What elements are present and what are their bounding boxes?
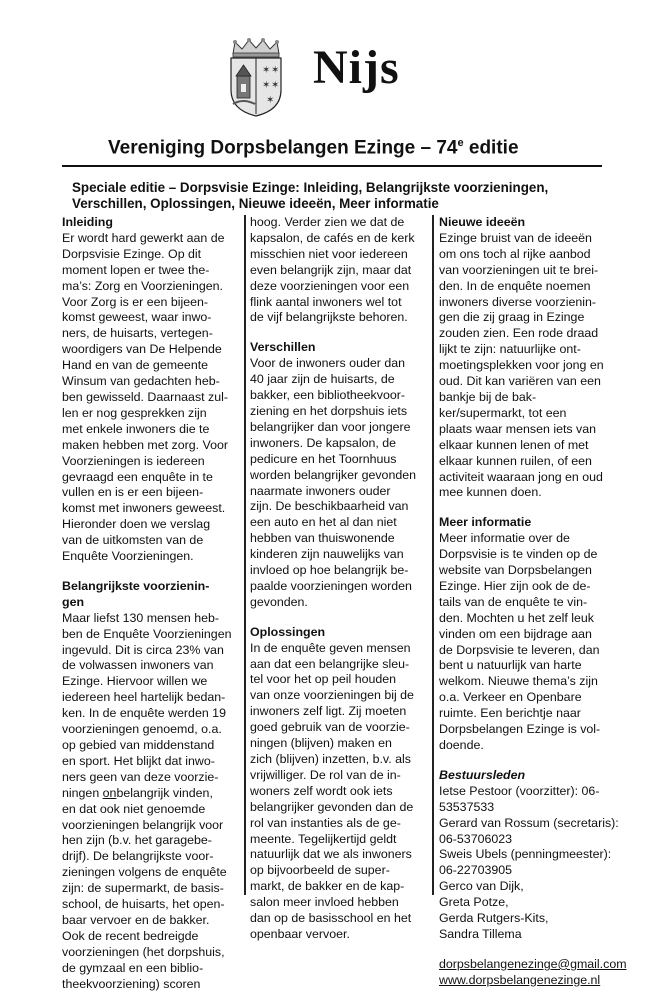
text-line: hebben van thuiswonende — [250, 531, 395, 546]
text-line: zouden zien. Een rode draad — [439, 326, 599, 341]
text-line: ners geen van deze voorzie- — [62, 769, 219, 784]
text-line: aan dat een belangrijke sleu- — [250, 656, 410, 671]
text-line: misschien niet voor iedereen — [250, 246, 408, 261]
text-line: worden belangrijker gevonden — [250, 467, 417, 482]
text-line: kapsalon, de cafés en de kerk — [250, 230, 415, 245]
svg-text:✶: ✶ — [271, 65, 280, 76]
text-line: pedicure en het Toornhuus — [250, 451, 397, 466]
text-line: iedereen heel hartelijk bedan- — [62, 690, 226, 705]
text-line: moment lopen er twee the- — [62, 262, 210, 277]
text-line: en sport. Het blijkt dat inwo- — [62, 753, 215, 768]
text-line: theekvoorziening) scoren — [62, 976, 201, 991]
text-line: Meer informatie over de — [439, 531, 570, 546]
text-line: inwoners zelf ligt. Zij moeten — [250, 704, 407, 719]
nieuwe-ideeen-text — [439, 231, 627, 501]
text-line: openbaar vervoer. — [250, 926, 350, 941]
text-line: om ons toch al rijke aanbod — [439, 246, 591, 261]
text-line: komst met inwoners geweest. — [62, 501, 226, 516]
text-line: maken hebben met zorg. Voor — [62, 437, 228, 452]
title-text: Vereniging Dorpsbelangen Ezinge – 74 — [108, 137, 458, 159]
text-line: paalde voorzieningen worden — [250, 578, 412, 593]
column-1 — [62, 215, 231, 993]
column-2 — [250, 215, 416, 943]
text-line: invloed op hoe belangrijk be- — [250, 563, 409, 578]
text-line: ners, de huisarts, vertegen- — [62, 326, 213, 341]
text-line: dan op de basisschool en het — [250, 911, 412, 926]
text-line: tel voor het op peil houden — [250, 672, 397, 687]
text-line: 06-53706023 — [439, 831, 513, 846]
column-3 — [439, 215, 627, 989]
text-line: naarmate inwoners ouder — [250, 483, 391, 498]
text-line: Voorzieningen is iedereen — [62, 453, 205, 468]
text-line: zijn: de supermarkt, de basis- — [62, 881, 224, 896]
section-heading-nieuwe-ideeen: Nieuwe ideeën — [439, 215, 526, 229]
text-line: Ietse Pestoor (voorzitter): 06- — [439, 783, 600, 798]
text-line: mee kunnen doen. — [439, 485, 542, 500]
text-line: belangrijker dan voor jongere — [250, 419, 411, 434]
text-line: zijn. De beschikbaarheid van — [250, 499, 409, 514]
text-line: elkaar kunnen lenen of met — [439, 437, 589, 452]
section-heading-inleiding: Inleiding — [62, 215, 113, 229]
text-line: komst geweest, waar inwo- — [62, 310, 212, 325]
text-line: Maar liefst 130 mensen heb- — [62, 610, 220, 625]
text-line: lijkt te zijn: natuurlijke ont- — [439, 342, 581, 357]
svg-text:✶: ✶ — [271, 80, 280, 91]
text-line: de gymzaal en een biblio- — [62, 960, 204, 975]
text-line: Sandra Tillema — [439, 926, 522, 941]
text-line: inwoners diverse voorzienin- — [439, 294, 597, 309]
page-title — [108, 137, 519, 159]
text-line: ziening en het dorpshuis iets — [250, 403, 408, 418]
text-line: hen zijn (b.v. het garagebe- — [62, 833, 212, 848]
village-crest-logo — [225, 38, 287, 118]
text-line: o.a. Verkeer en Openbare — [439, 690, 582, 705]
text-line: inwoners. De kapsalon, de — [250, 435, 397, 450]
edition-subtitle: Speciale editie – Dorpsvisie Ezinge: Inleiding, Belangrijkste voorzieningen, Verschillen, Oplossingen, Nieuwe ideeën, Meer informatie — [72, 180, 549, 211]
text-line: goed gebruik van de voorzie- — [250, 720, 410, 735]
svg-text:✶: ✶ — [266, 95, 275, 106]
section-heading-belangrijkste-1: Belangrijkste voorzienin- — [62, 578, 210, 593]
text-line: Ook de recent bedreigde — [62, 928, 199, 943]
text-line: Dorpsvisie is te vinden op de — [439, 547, 598, 562]
text-line: activiteit waaraan jong en oud — [439, 469, 603, 484]
text-line: op gebied van middenstand — [62, 738, 215, 752]
text-line: gen die zij graag in Ezinge — [439, 310, 585, 325]
belangrijkste-text-a — [62, 611, 231, 786]
text-line: Dorpsbelangen Ezinge is vol- — [439, 722, 601, 737]
text-line: ben de Enquête Voorzieningen — [62, 626, 232, 641]
svg-text:✶: ✶ — [262, 65, 271, 76]
text-line: Hand en van de gemeente — [62, 358, 209, 373]
text-line: baar vervoer en de bakker. — [62, 912, 210, 927]
header-divider — [62, 165, 602, 167]
text-line: Voor Zorg is er een bijeen- — [62, 294, 209, 309]
text-line: Ezinge. Hier zijn ook de de- — [439, 578, 591, 593]
text-line: salon meer invloed hebben — [250, 895, 399, 910]
text-line: voorzieningen (het dorpshuis, — [62, 944, 225, 959]
text-line: Ezinge bruist van de ideeën — [439, 230, 592, 245]
text-line: Enquête Voorzieningen. — [62, 549, 194, 564]
text-line: ken. In de enquête werden 19 — [62, 706, 226, 721]
text-line: oud. Dit kan variëren van een — [439, 374, 601, 389]
text-line: Dorpsvisie Ezinge. Op dit — [62, 246, 202, 261]
text-line: bankje bij de bak- — [439, 389, 537, 404]
text-line: ma’s: Zorg en Voorzieningen. — [62, 278, 223, 293]
text-line: kinderen zijn nauwelijks van — [250, 547, 404, 562]
text-line: voorzieningen genoemd, o.a. — [62, 722, 222, 737]
masthead-title: Nijs — [313, 41, 400, 94]
text-line: Winsum van gedachten heb- — [62, 374, 220, 389]
text-line: plaats waar mensen iets van — [439, 421, 597, 436]
text-line: vrijwilliger. De rol van de in- — [250, 767, 401, 782]
text-line: voorzieningen belangrijk voor — [62, 817, 224, 832]
section-heading-verschillen: Verschillen — [250, 340, 316, 355]
meer-informatie-text — [439, 531, 627, 754]
text-line: school, de huisarts, het open- — [62, 897, 225, 912]
text-line: ningen (blijven) maken en — [250, 736, 392, 751]
text-line: Er wordt hard gewerkt aan de — [62, 230, 225, 245]
svg-text:✶: ✶ — [262, 80, 271, 91]
text-line: van de uitkomsten van de — [62, 533, 204, 548]
text-line: de Dorpsvisie te leveren, dan — [439, 642, 600, 657]
text-line: 40 jaar zijn de huisarts, de — [250, 372, 395, 387]
text-line: gevonden. — [250, 594, 308, 609]
text-line: hoog. Verder zien we dat de — [250, 215, 405, 229]
text-line: Voor de inwoners ouder dan — [250, 356, 405, 371]
underline-pre: ningen — [62, 785, 103, 800]
section-heading-meer-informatie: Meer informatie — [439, 515, 532, 530]
text-line: moetingsplekken voor jong en — [439, 358, 604, 373]
text-line: de vijf belangrijkste behoren. — [250, 310, 408, 325]
text-line: website van Dorpsbelangen — [439, 563, 592, 578]
belangrijkste-text-b — [62, 802, 231, 993]
text-line: len er nog gesprekken zijn — [62, 405, 207, 420]
text-line: markt, de bakker en de kap- — [250, 879, 405, 894]
title-superscript: e — [457, 137, 464, 149]
text-line: den. Mochten u het zelf leuk — [439, 610, 594, 625]
text-line: drijf). De belangrijkste voor- — [62, 849, 214, 864]
text-line: de volwassen inwoners van — [62, 658, 214, 673]
text-line: van onze voorzieningen bij de — [250, 688, 414, 703]
belangrijkste-continued-text — [250, 215, 416, 326]
column-divider-1 — [244, 215, 246, 895]
text-line: woners zelf wordt ook iets — [250, 783, 393, 798]
text-line: van voorzieningen uit te brei- — [439, 262, 599, 277]
text-line: doende. — [439, 738, 484, 752]
text-line: deze voorzieningen voor een — [250, 278, 410, 293]
column-divider-2 — [432, 215, 434, 895]
text-line: even belangrijk zijn, maar dat — [250, 262, 412, 277]
section-heading-belangrijkste-2: gen — [62, 594, 85, 609]
text-line: welkom. Nieuwe thema’s zijn — [439, 674, 598, 689]
text-line: ruimte. Een berichtje naar — [439, 706, 581, 721]
website-link[interactable]: www.dorpsbelangenezinge.nl — [439, 972, 601, 987]
text-line: 06-22703905 — [439, 863, 513, 878]
text-line: ben gewisseld. Daarnaast zul- — [62, 389, 228, 404]
text-line: gevraagd een enquête in te — [62, 469, 213, 484]
text-line: en dat ook niet genoemde — [62, 801, 206, 816]
inleiding-text — [62, 231, 231, 565]
text-line: elkaar kunnen ruilen, of een — [439, 453, 592, 468]
text-line: met enkele inwoners die te — [62, 421, 210, 436]
text-line: zich (blijven) inzetten, b.v. als — [250, 752, 411, 766]
text-line: Sweis Ubels (penningmeester): — [439, 847, 612, 862]
text-line: ker/supermarkt, tot een — [439, 405, 567, 420]
text-line: bakker, een bibliotheekvoor- — [250, 388, 405, 403]
text-line: flink aantal inwoners wel tot — [250, 294, 402, 309]
text-line: woordigers van De Helpende — [62, 342, 222, 357]
text-line: Gerco van Dijk, — [439, 879, 524, 894]
text-line: Gerard van Rossum (secretaris): — [439, 815, 619, 830]
section-heading-oplossingen: Oplossingen — [250, 624, 326, 639]
text-line: Greta Potze, — [439, 895, 509, 910]
text-line: een auto en het al dan niet — [250, 515, 397, 530]
underline-post: belangrijk vinden, — [116, 785, 213, 800]
text-line: den. In de enquête noemen — [439, 278, 591, 293]
section-heading-bestuursleden: Bestuursleden — [439, 767, 526, 782]
text-line: rol van instanties als de ge- — [250, 815, 401, 830]
text-line: zieningen volgens de enquête — [62, 865, 227, 880]
text-line: ingevuld. Dit is circa 23% van — [62, 642, 224, 657]
belangrijkste-underlined-line — [62, 786, 231, 802]
text-line: vinden om een bijdrage aan — [439, 626, 592, 641]
text-line: Hieronder doen we verslag — [62, 517, 211, 532]
verschillen-text — [250, 356, 416, 611]
text-line: tails van de enquête te vin- — [439, 594, 588, 609]
underline-on: on — [102, 785, 117, 800]
text-line: Ezinge. Hiervoor willen we — [62, 674, 208, 689]
text-line: Gerda Rutgers-Kits, — [439, 911, 549, 926]
text-line: belangrijker gevonden dan de — [250, 799, 414, 814]
bestuursleden-list — [439, 784, 627, 943]
text-line: vullen en is er een bijeen- — [62, 485, 204, 500]
text-line: natuurlijk dat we als inwoners — [250, 847, 412, 862]
text-line: op bijvoorbeeld de super- — [250, 863, 390, 878]
text-line: meente. Tegelijkertijd geldt — [250, 831, 397, 846]
title-end: editie — [463, 137, 519, 159]
oplossingen-text — [250, 641, 416, 943]
email-link[interactable]: dorpsbelangenezinge@gmail.com — [439, 956, 627, 971]
text-line: bent u natuurlijk van harte — [439, 658, 582, 673]
text-line: In de enquête geven mensen — [250, 640, 411, 655]
text-line: 53537533 — [439, 799, 495, 814]
